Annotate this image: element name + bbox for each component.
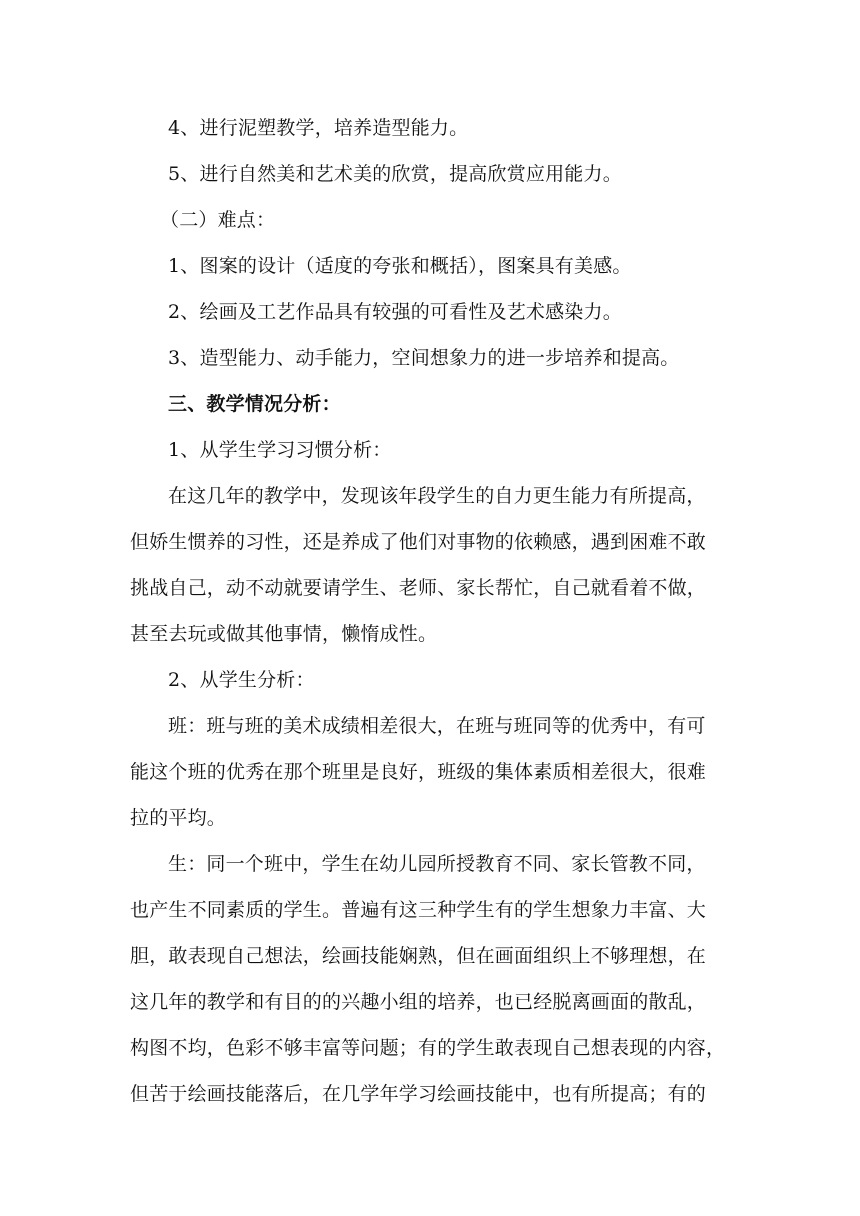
paragraph-line: 拉的平均。 (130, 807, 227, 829)
paragraph-line: 4、进行泥塑教学，培养造型能力。 (168, 117, 469, 139)
paragraph-line: 构图不均，色彩不够丰富等问题；有的学生敢表现自己想表现的内容， (130, 1037, 726, 1059)
paragraph-line: 1、从学生学习习惯分析： (168, 439, 392, 461)
paragraph-line: 生：同一个班中，学生在幼儿园所授教育不同、家长管教不同， (168, 853, 706, 875)
paragraph-line: 2、从学生分析： (168, 669, 315, 691)
paragraph-line: 胆，敢表现自己想法，绘画技能娴熟，但在画面组织上不够理想，在 (130, 945, 707, 967)
paragraph-line: 班：班与班的美术成绩相差很大，在班与班同等的优秀中，有可 (168, 715, 706, 737)
paragraph-line: 也产生不同素质的学生。普遍有这三种学生有的学生想象力丰富、大 (130, 899, 707, 921)
paragraph-line: 这几年的教学和有目的的兴趣小组的培养，也已经脱离画面的散乱， (130, 991, 707, 1013)
paragraph-line: 甚至去玩或做其他事情，懒惰成性。 (130, 623, 438, 645)
paragraph-line: 但娇生惯养的习性，还是养成了他们对事物的依赖感，遇到困难不敢 (130, 531, 707, 553)
section-heading: 三、教学情况分析： (168, 393, 341, 415)
paragraph-line: 1、图案的设计（适度的夸张和概括），图案具有美感。 (168, 255, 632, 277)
paragraph-line: 但苦于绘画技能落后，在几学年学习绘画技能中，也有所提高；有的 (130, 1083, 707, 1105)
section-subheading: （二）难点： (160, 209, 276, 231)
paragraph-line: 挑战自己，动不动就要请学生、老师、家长帮忙，自己就看着不做， (130, 577, 707, 599)
paragraph-line: 2、绘画及工艺作品具有较强的可看性及艺术感染力。 (168, 301, 622, 323)
paragraph-line: 5、进行自然美和艺术美的欣赏，提高欣赏应用能力。 (168, 163, 622, 185)
paragraph-line: 能这个班的优秀在那个班里是良好，班级的集体素质相差很大，很难 (130, 761, 707, 783)
paragraph-line: 3、造型能力、动手能力，空间想象力的进一步培养和提高。 (168, 347, 680, 369)
paragraph-line: 在这几年的教学中，发现该年段学生的自力更生能力有所提高， (168, 485, 706, 507)
